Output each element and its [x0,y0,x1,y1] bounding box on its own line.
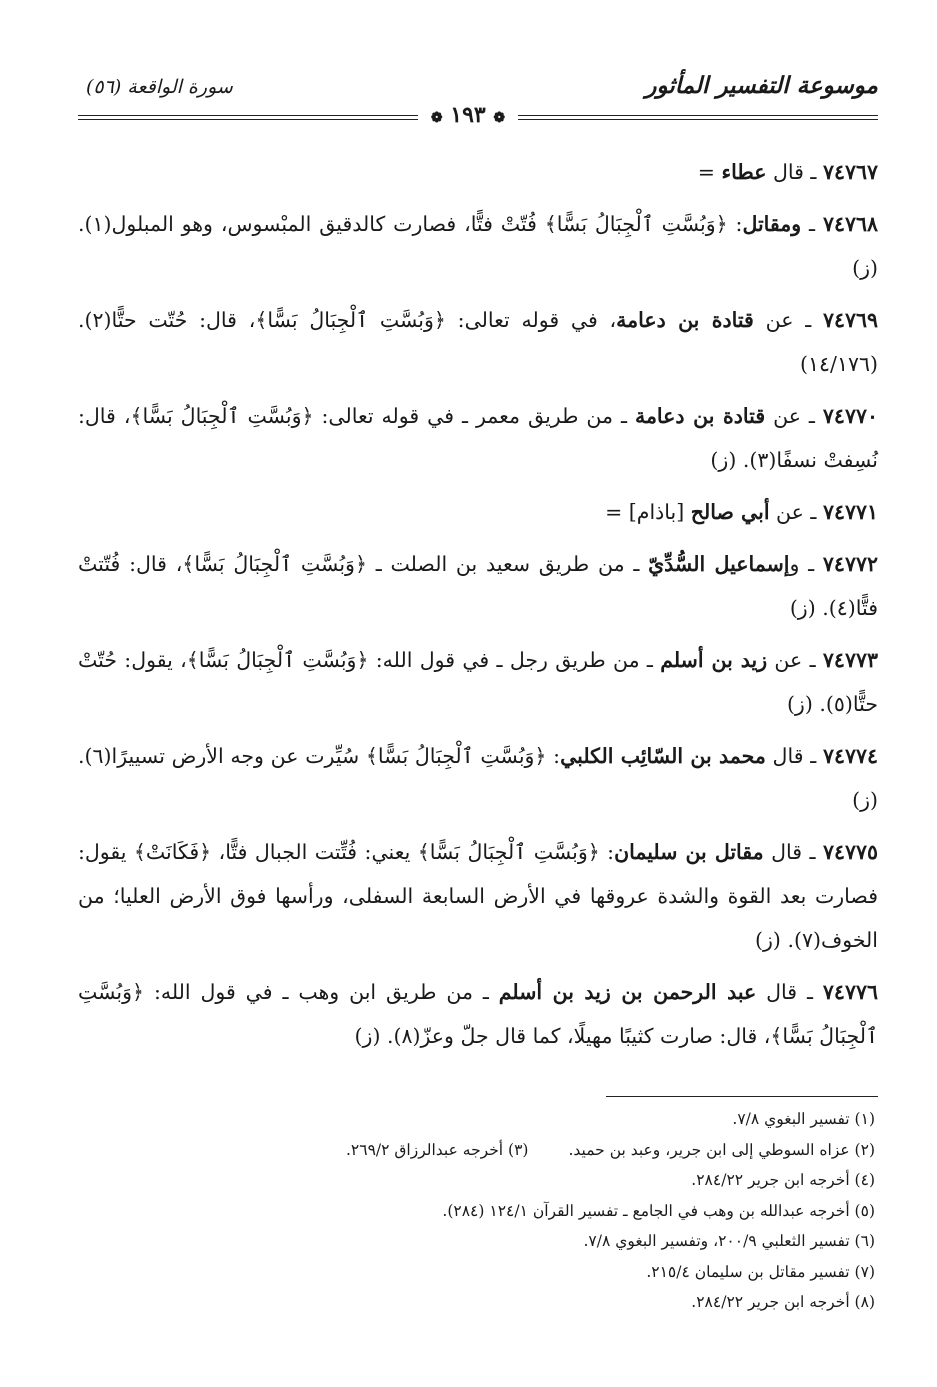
entry-prefix: ـ قال [766,160,823,184]
narrator-name: عطاء [721,160,767,184]
entry-text: ـ من طريق سعيد بن الصلت ـ ﴿وَبُسَّتِ ٱلْجِبَالُ بَسًّا﴾، قال: فُتّتتْ فتًّا(٤). (ز) [78,552,878,620]
entry-74771 [78,490,878,534]
narrator-name: مقاتل بن سليمان [614,840,764,864]
entry-74775 [78,830,878,962]
entry-number: ٧٤٧٦٧ [822,160,878,184]
entry-number: ٧٤٧٦٩ [822,308,879,332]
entry-text: : ﴿وَبُسَّتِ ٱلْجِبَالُ بَسًّا﴾ يعني: فُتِّتت الجبال فتًّا، ﴿فَكَانَتْ﴾ يقول: فصارت بعد القوة والشدة عروقها في الأرض السابعة السفلى، ورأسها فوق الأرض العليا؛ من الخوف(٧). (ز) [78,840,878,952]
footnote-row-2-3 [75,1135,875,1166]
entry-prefix: ـ قال [756,980,823,1004]
entry-number: ٧٤٧٧٥ [822,840,878,864]
narrator-name: أبي صالح [690,500,770,524]
footnote-2: (٢) عزاه السوطي إلى ابن جرير، وعبد بن حميد. [568,1140,875,1159]
entry-number: ٧٤٧٧٠ [822,404,878,428]
entry-text: ـ من طريق معمر ـ في قوله تعالى: ﴿وَبُسَّتِ ٱلْجِبَالُ بَسًّا﴾، قال: نُسِفتْ نسفًا(٣). (ز) [78,404,878,472]
entry-74774 [78,734,878,822]
ornament-icon: ❁ [430,110,443,126]
entry-number: ٧٤٧٧٦ [822,980,878,1004]
entry-74767 [78,150,878,194]
entry-prefix: ـ عن [753,308,823,332]
entry-prefix: ـ عن [767,648,823,672]
narrator-name: قتادة بن دعامة [616,308,754,332]
entry-prefix: ـ و [789,552,823,576]
footnote-separator [606,1096,878,1097]
narrator-name: عبد الرحمن بن زيد بن أسلم [498,980,757,1004]
book-title: موسوعة التفسير المأثور [645,72,878,99]
entry-text: : ﴿وَبُسَّتِ ٱلْجِبَالُ بَسًّا﴾ فُتّتْ فتًّا، فصارت كالدقيق المبْسوس، وهو المبلول(١). (ز) [78,212,878,280]
footnote-5: (٥) أخرجه عبدالله بن وهب في الجامع ـ تفسير القرآن ١/‏١٢٤ (٢٨٤). [442,1201,875,1220]
entry-74772 [78,542,878,630]
narrator-name: محمد بن السّائِب الكلبي [560,744,766,768]
page-number-block [418,102,518,128]
entry-prefix: ـ قال [763,840,823,864]
entry-74768 [78,202,878,290]
entry-74769 [78,298,878,386]
page-number: ١٩٣ [450,102,486,128]
footnote-3: (٣) أخرجه عبدالرزاق ٢/‏٢٦٩. [345,1140,529,1159]
entry-text: [باذام] = [605,500,691,524]
surah-title: سورة الواقعة (٥٦) [86,76,233,98]
entry-74770 [78,394,878,482]
entry-prefix: ـ عن [765,404,823,428]
entry-74776 [78,970,878,1058]
entry-74773 [78,638,878,726]
entry-number: ٧٤٧٧٣ [822,648,878,672]
narrator-name: قتادة بن دعامة [634,404,766,428]
footnotes [75,1104,875,1318]
entry-number: ٧٤٧٦٨ [822,212,878,236]
entry-prefix: ـ [801,212,823,236]
entry-number: ٧٤٧٧٤ [822,744,878,768]
entry-text: ، في قوله تعالى: ﴿وَبُسَّتِ ٱلْجِبَالُ بَسًّا﴾، قال: حُتّت حتًّا(٢). (١٤/١٧٦) [78,308,878,376]
entry-text: ـ من طريق ابن وهب ـ في قول الله: ﴿وَبُسَّتِ ٱلْجِبَالُ بَسًّا﴾، قال: صارت كثيبًا مهيلًا، كما قال جلّ وعزّ(٨). (ز) [78,980,878,1048]
entry-text: = [697,160,722,184]
header-rule-right [518,115,878,120]
footnote-6: (٦) تفسير الثعلبي ٩/‏٢٠٠، وتفسير البغوي ٨/‏٧. [583,1232,875,1250]
entry-text: ـ من طريق رجل ـ في قول الله: ﴿وَبُسَّتِ ٱلْجِبَالُ بَسًّا﴾، يقول: حُتّتْ حتًّا(٥). (ز) [78,648,878,716]
entry-prefix: ـ عن [769,500,823,524]
page-header [78,68,878,128]
entry-number: ٧٤٧٧٢ [822,552,878,576]
entry-text: : ﴿وَبُسَّتِ ٱلْجِبَالُ بَسًّا﴾ سُيِّرت عن وجه الأرض تسييرًا(٦). (ز) [78,744,878,812]
page-content [78,150,878,1066]
footnote-8: (٨) أخرجه ابن جرير ٢٢/‏٢٨٤. [691,1293,875,1311]
footnote-1: (١) تفسير البغوي ٨/‏٧. [732,1110,875,1128]
narrator-name: ومقاتل [742,212,802,236]
header-rule-left [78,115,418,120]
entry-number: ٧٤٧٧١ [822,500,878,524]
footnote-4: (٤) أخرجه ابن جرير ٢٢/‏٢٨٤. [691,1171,875,1189]
narrator-name: إسماعيل السُّدِّيّ [648,552,790,576]
footnote-7: (٧) تفسير مقاتل بن سليمان ٤/‏٢١٥. [646,1262,875,1281]
ornament-icon: ❁ [493,110,506,126]
narrator-name: زيد بن أسلم [660,648,768,672]
entry-prefix: ـ قال [765,744,823,768]
